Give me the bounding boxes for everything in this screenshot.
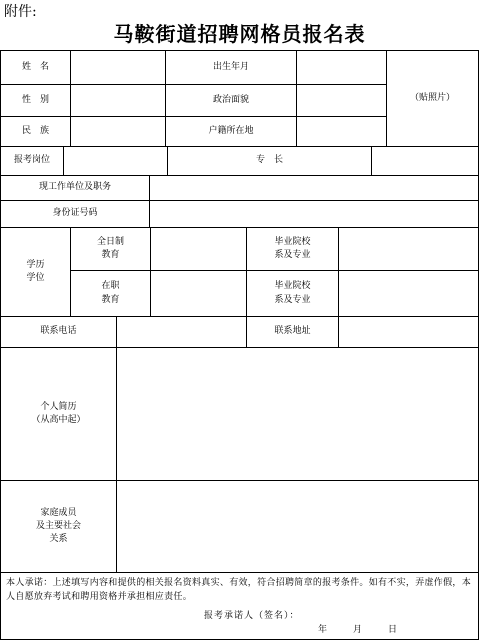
- graduated-school-label-2: 毕业院校 系及专业: [274, 281, 311, 305]
- household-registration-label: 户籍所在地: [208, 125, 254, 136]
- current-employer-field[interactable]: [150, 176, 478, 200]
- family-label: 家庭成员 及主要社会 关系: [35, 507, 81, 545]
- political-status-field[interactable]: [297, 85, 386, 116]
- ethnicity-label: 民 族: [21, 125, 49, 136]
- id-number-label: 身份证号码: [52, 208, 98, 219]
- applied-position-field[interactable]: [64, 147, 167, 175]
- household-registration-field[interactable]: [297, 117, 386, 146]
- in-service-education-field[interactable]: [151, 271, 246, 316]
- gender-label: 性 别: [21, 94, 49, 105]
- pledge-statement: 本人承诺：上述填写内容和提供的相关报名资料真实、有效，符合招聘简章的报考条件。如有不实，弄虚作假，本人自愿放弃考试和聘用资格并承担相应责任。: [6, 578, 472, 602]
- month-label: 月: [353, 625, 363, 635]
- specialty-field[interactable]: [372, 147, 478, 175]
- address-field[interactable]: [339, 317, 478, 347]
- political-status-label: 政治面貌: [212, 94, 249, 105]
- family-field[interactable]: [117, 481, 478, 572]
- applied-position-label: 报考岗位: [13, 155, 50, 166]
- current-employer-label: 现工作单位及职务: [38, 182, 111, 193]
- id-number-field[interactable]: [150, 201, 478, 227]
- resume-label: 个人简历 （从高中起）: [31, 401, 86, 425]
- form-title: 马鞍街道招聘网格员报名表: [113, 22, 366, 46]
- graduated-school-field-1[interactable]: [339, 228, 478, 270]
- in-service-education-label: 在职 教育: [101, 281, 120, 305]
- ethnicity-field[interactable]: [71, 117, 165, 146]
- birth-date-field[interactable]: [297, 51, 386, 84]
- photo-placeholder[interactable]: （贴照片）: [409, 92, 455, 103]
- signature-label: 报考承诺人（签名）：: [204, 611, 300, 621]
- date-line: [318, 622, 397, 635]
- gender-field[interactable]: [71, 85, 165, 116]
- day-label: 日: [388, 625, 398, 635]
- attachment-label: 附件:: [4, 4, 37, 20]
- registration-form-table: [0, 50, 479, 640]
- phone-field[interactable]: [117, 317, 246, 347]
- address-label: 联系地址: [274, 326, 311, 337]
- resume-field[interactable]: [117, 348, 478, 480]
- full-time-education-field[interactable]: [151, 228, 246, 270]
- graduated-school-field-2[interactable]: [339, 271, 478, 316]
- name-label: 姓 名: [21, 61, 49, 72]
- birth-date-label: 出生年月: [212, 61, 249, 72]
- specialty-label: 专 长: [255, 155, 283, 166]
- phone-label: 联系电话: [40, 326, 77, 337]
- graduated-school-label-1: 毕业院校 系及专业: [274, 236, 311, 260]
- name-field[interactable]: [71, 51, 165, 84]
- education-degree-label: 学历 学位: [26, 259, 45, 283]
- year-label: 年: [318, 625, 328, 635]
- full-time-education-label: 全日制 教育: [96, 236, 124, 260]
